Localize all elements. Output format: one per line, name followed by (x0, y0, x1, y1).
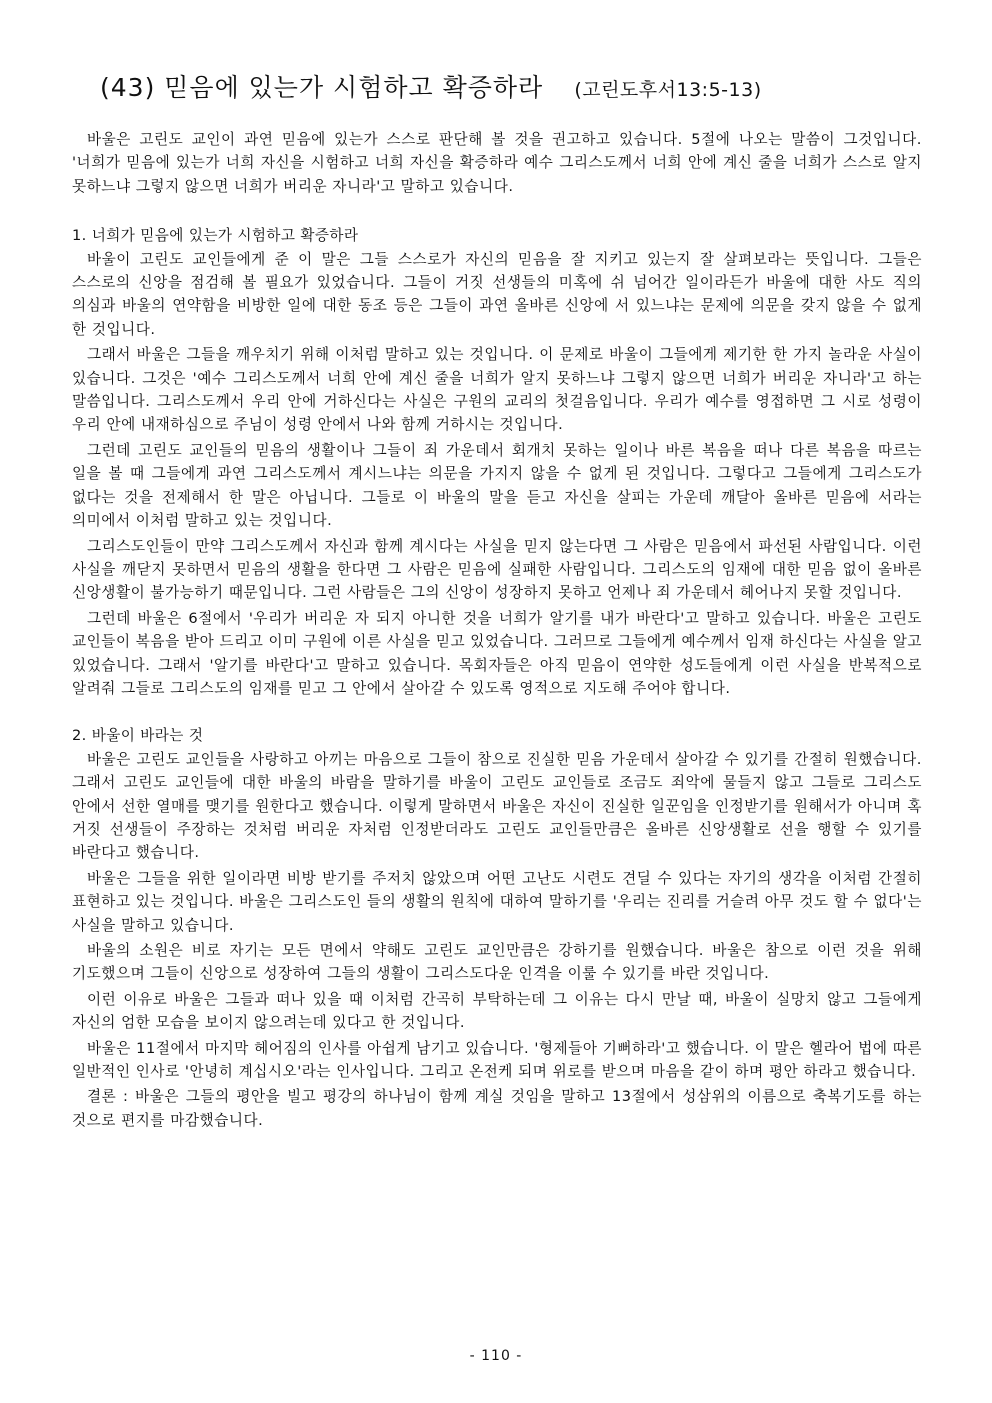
section1-paragraph: 그래서 바울은 그들을 깨우치기 위해 이처럼 말하고 있는 것입니다. 이 문제로 바울이 그들에게 제기한 한 가지 놀라운 사실이 있습니다. 그것은 '예수 그리스도께서 너희 안에 계신 줄을 너희가 알지 못하느냐 그렇지 않으면 너희가 버리운 자니라'고 하는 말씀입니다. 그리스도께서 우리 안에 거하신다는 사실은 구원의 교리의 첫걸음입니다. 우리가 예수를 영접하면 그 시로 성령이 우리 안에 내재하심으로 주님이 성령 안에서 나와 함께 거하시는 것입니다. (72, 346, 922, 434)
section2-paragraph: 바울은 11절에서 마지막 헤어짐의 인사를 아쉽게 남기고 있습니다. '형제들아 기뻐하라'고 했습니다. 이 말은 헬라어 법에 따른 일반적인 인사로 '안녕히 계십시오'라는 인사입니다. 그리고 온전케 되며 위로를 받으며 마음을 같이 하며 평안 하라고 했습니다. (72, 1039, 922, 1081)
section-spacer (72, 200, 922, 224)
scripture-reference: (고린도후서13:5-13) (574, 79, 762, 101)
section2-paragraph: 바울의 소원은 비로 자기는 모든 면에서 약해도 고린도 교인만큼은 강하기를 원했습니다. 바울은 참으로 이런 것을 위해 기도했으며 그들이 신앙으로 성장하여 그들의 생활이 그리스도다운 인격을 이룰 수 있기를 바란 것입니다. (72, 942, 922, 983)
section1-paragraph: 그리스도인들이 만약 그리스도께서 자신과 함께 계시다는 사실을 믿지 않는다면 그 사람은 믿음에서 파선된 사람입니다. 이런 사실을 깨닫지 못하면서 믿음의 생활을 한다면 그 사람은 믿음에 실패한 사람입니다. 그리스도의 임재에 대한 믿음 없이 올바른 신앙생활이 불가능하기 때문입니다. 그런 사람들은 그의 신앙이 성장하지 못하고 언제나 죄 가운데서 헤어나지 못할 것입니다. (72, 537, 922, 602)
page-title: (43) 믿음에 있는가 시험하고 확증하라 (100, 73, 544, 102)
document-body (72, 128, 922, 1134)
page-number: - 110 - (469, 1348, 523, 1364)
conclusion-paragraph: 결론 : 바울은 그들의 평안을 빌고 평강의 하나님이 함께 계실 것임을 말하고 13절에서 성삼위의 이름으로 축복기도를 하는 것으로 편지를 마감했습니다. (72, 1088, 922, 1129)
section-spacer (72, 702, 922, 724)
section-heading-2: 2. 바울이 바라는 것 (72, 727, 204, 745)
section2-paragraph: 이런 이유로 바울은 그들과 떠나 있을 때 이처럼 간곡히 부탁하는데 그 이유는 다시 만날 때, 바울이 실망치 않고 그들에게 자신의 엄한 모습을 보이지 않으려는데 있다고 한 것입니다. (72, 990, 922, 1032)
section1-paragraph: 바울이 고린도 교인들에게 준 이 말은 그들 스스로가 자신의 믿음을 잘 지키고 있는지 잘 살펴보라는 뜻입니다. 그들은 스스로의 신앙을 점검해 볼 필요가 있었습니다. 그들이 거짓 선생들의 미혹에 쉬 넘어간 일이라든가 바울에 대한 사도 직의 의심과 바울의 연약함을 비방한 일에 대한 동조 등은 그들이 과연 올바른 신앙에 서 있느냐는 문제에 의문을 갖지 않을 수 없게 한 것입니다. (72, 250, 922, 338)
section-heading-1: 1. 너희가 믿음에 있는가 시험하고 확증하라 (72, 227, 359, 245)
title-row (100, 68, 920, 108)
section2-paragraph: 바울은 그들을 위한 일이라면 비방 받기를 주저치 않았으며 어떤 고난도 시련도 견딜 수 있다는 자기의 생각을 이처럼 간절히 표현하고 있는 것입니다. 바울은 그리스도인 들의 생활의 원칙에 대하여 말하기를 '우리는 진리를 거슬려 아무 것도 할 수 없다'는 사실을 말하고 있습니다. (72, 869, 922, 934)
section2-paragraph: 바울은 고린도 교인들을 사랑하고 아끼는 마음으로 그들이 참으로 진실한 믿음 가운데서 살아갈 수 있기를 간절히 원했습니다. 그래서 고린도 교인들에 대한 바울의 바람을 말하기를 바울이 고린도 교인들로 조금도 죄악에 물들지 않고 그들로 그리스도 안에서 선한 열매를 맺기를 원한다고 했습니다. 이렇게 말하면서 바울은 자신이 진실한 일꾼임을 인정받기를 원해서가 아니며 혹 거짓 선생들이 주장하는 것처럼 버리운 자처럼 인정받더라도 고린도 교인들만큼은 올바른 신앙생활로 선을 행할 수 있기를 바란다고 했습니다. (72, 750, 922, 862)
section1-paragraph: 그런데 고린도 교인들의 믿음의 생활이나 그들이 죄 가운데서 회개치 못하는 일이나 바른 복음을 떠나 다른 복음을 따르는 일을 볼 때 그들에게 과연 그리스도께서 계시느냐는 의문을 가지지 않을 수 없게 된 것입니다. 그렇다고 그들에게 그리스도가 없다는 것을 전제해서 한 말은 아닙니다. 그들로 이 바울의 말을 듣고 자신을 살피는 가운데 깨달아 올바른 믿음에 서라는 의미에서 이처럼 말하고 있는 것입니다. (72, 441, 922, 530)
intro-paragraph: 바울은 고린도 교인이 과연 믿음에 있는가 스스로 판단해 볼 것을 권고하고 있습니다. 5절에 나오는 말씀이 그것입니다. '너희가 믿음에 있는가 너희 자신을 시험하고 너희 자신을 확증하라 예수 그리스도께서 너희 안에 계신 줄을 너희가 스스로 알지 못하느냐 그렇지 않으면 너희가 버리운 자니라'고 말하고 있습니다. (72, 131, 922, 195)
section1-paragraph: 그런데 바울은 6절에서 '우리가 버리운 자 되지 아니한 것을 너희가 알기를 내가 바란다'고 말하고 있습니다. 바울은 고린도 교인들이 복음을 받아 드리고 이미 구원에 이른 사실을 믿고 있었습니다. 그러므로 그들에게 예수께서 임재 하신다는 사실을 알고 있었습니다. 그래서 '알기를 바란다'고 말하고 있습니다. 목회자들은 아직 믿음이 연약한 성도들에게 이런 사실을 반복적으로 알려줘 그들로 그리스도의 임재를 믿고 그 안에서 살아갈 수 있도록 영적으로 지도해 주어야 합니다. (72, 609, 922, 697)
